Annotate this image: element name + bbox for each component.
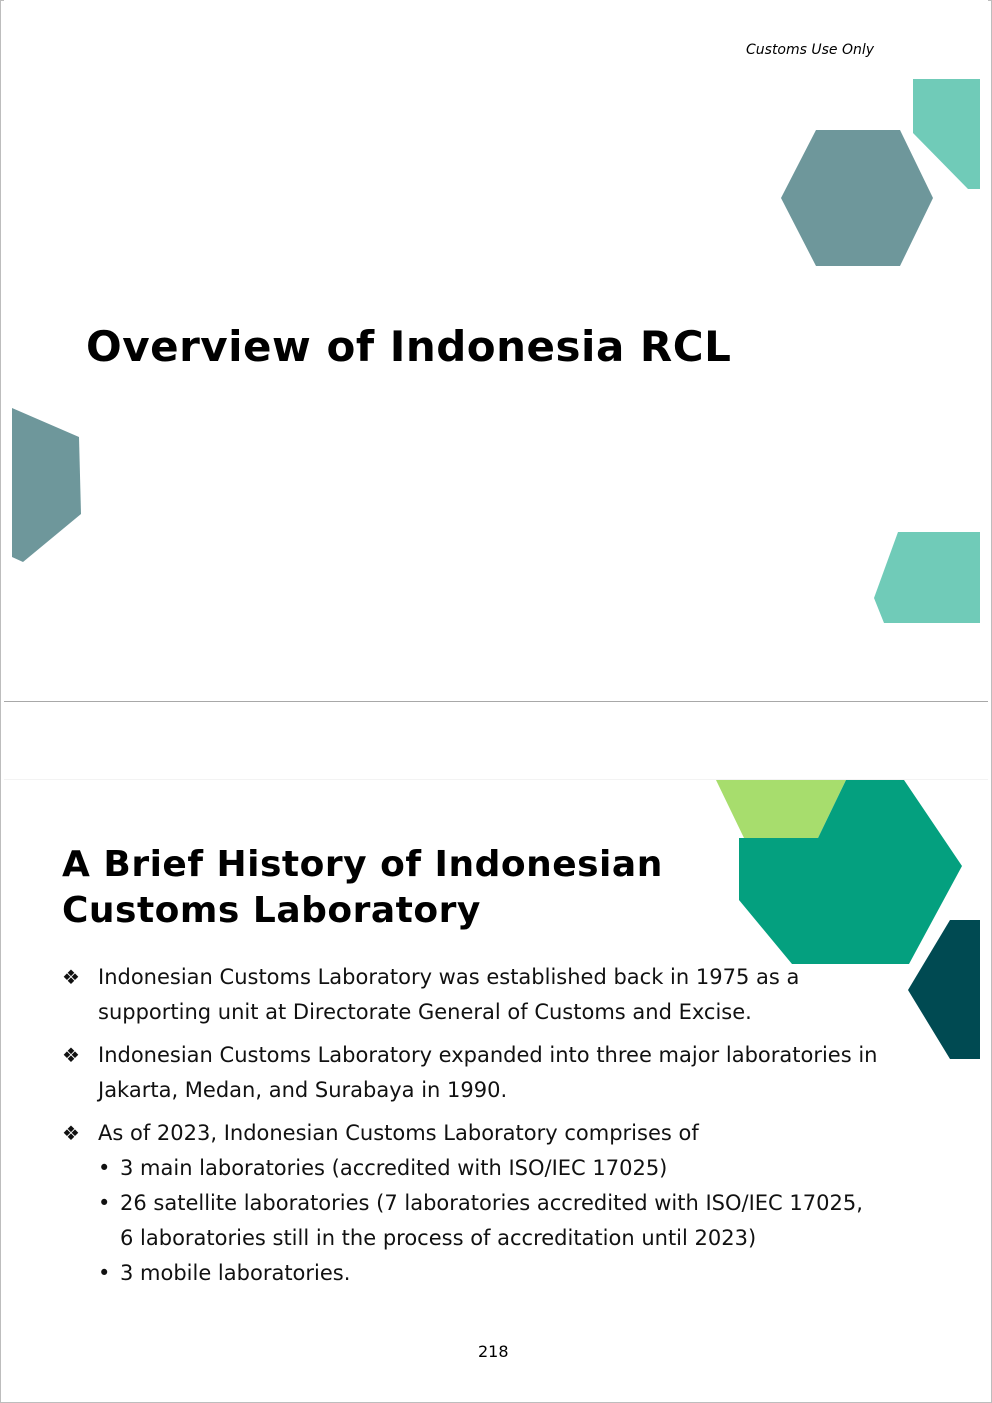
sub-bullet-list — [98, 1151, 882, 1291]
slide-title: Overview of Indonesia RCL — [86, 322, 732, 371]
bullet-item — [62, 1038, 882, 1108]
dot-bullet-icon: • — [98, 1156, 111, 1180]
slide-overview — [4, 0, 988, 700]
hexagon-decoration — [781, 130, 933, 266]
hexagon-decoration — [913, 79, 980, 189]
bullet-text: As of 2023, Indonesian Customs Laboratory comprises of — [98, 1121, 699, 1145]
bullet-item — [62, 1116, 882, 1291]
history-bullet-list — [62, 960, 882, 1299]
sub-bullet-text: 3 mobile laboratories. — [120, 1261, 351, 1285]
sub-bullet-item — [98, 1256, 882, 1291]
sub-bullet-item — [98, 1151, 882, 1186]
dot-bullet-icon: • — [98, 1191, 111, 1215]
hexagon-decoration — [12, 408, 81, 562]
title-line: A Brief History of Indonesian — [62, 844, 663, 885]
sub-bullet-text: 26 satellite laboratories (7 laboratories accredited with ISO/IEC 17025, 6 laboratories still in the process of accreditation until 2023) — [120, 1191, 863, 1250]
slide-divider — [4, 701, 988, 702]
slide-title — [62, 842, 702, 934]
dot-bullet-icon: • — [98, 1261, 111, 1285]
title-line: Customs Laboratory — [62, 890, 481, 931]
diamond-bullet-icon: ❖ — [62, 1043, 80, 1067]
page-number: 218 — [478, 1342, 509, 1361]
slide-history — [4, 780, 988, 1300]
diamond-bullet-icon: ❖ — [62, 1121, 80, 1145]
hexagon-decoration — [874, 532, 980, 623]
sub-bullet-item — [98, 1186, 882, 1256]
sub-bullet-text: 3 main laboratories (accredited with ISO/IEC 17025) — [120, 1156, 668, 1180]
bullet-item — [62, 960, 882, 1030]
classification-label: Customs Use Only — [746, 42, 875, 58]
bullet-text: Indonesian Customs Laboratory expanded into three major laboratories in Jakarta, Medan, and Surabaya in 1990. — [98, 1043, 878, 1102]
diamond-bullet-icon: ❖ — [62, 965, 80, 989]
bullet-text: Indonesian Customs Laboratory was established back in 1975 as a supporting unit at Directorate General of Customs and Excise. — [98, 965, 800, 1024]
